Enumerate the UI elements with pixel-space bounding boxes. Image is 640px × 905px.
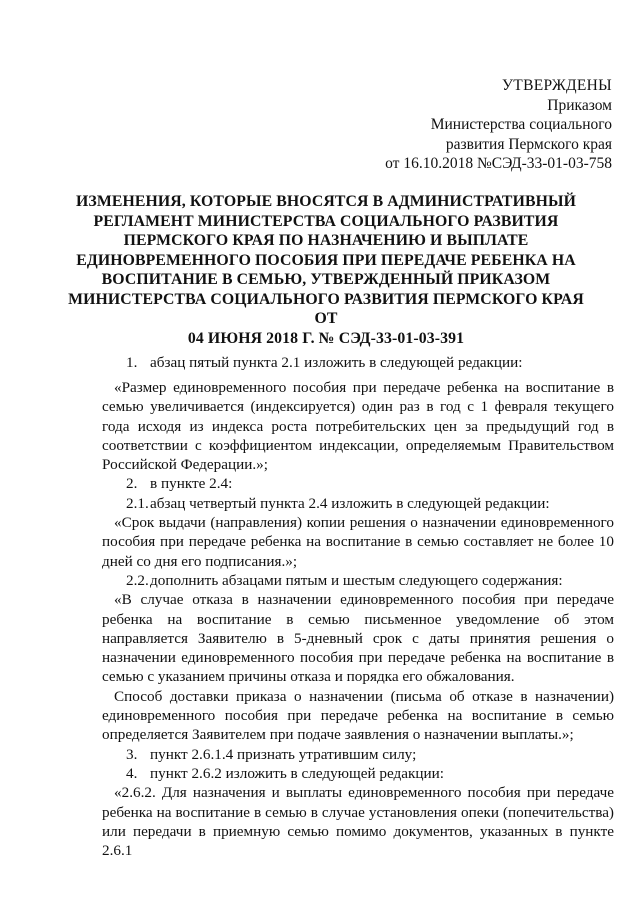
- approval-line-date-number: от 16.10.2018 №СЭД-33-01-03-758: [385, 155, 612, 172]
- item-number: 2.1.: [126, 494, 149, 512]
- document-title: [66, 192, 586, 348]
- approval-line-ministry: Министерства социального: [430, 116, 612, 133]
- approval-line-order: Приказом: [547, 96, 612, 114]
- item-number: 2.: [126, 475, 138, 493]
- title-line: РЕГЛАМЕНТ МИНИСТЕРСТВА СОЦИАЛЬНОГО РАЗВИТИЯ: [93, 212, 559, 230]
- title-line: 04 ИЮНЯ 2018 Г. № СЭД-33-01-03-391: [187, 329, 465, 347]
- item-text: дополнить абзацами пятым и шестым следующего содержания:: [150, 571, 563, 589]
- item-2-2-quote-1: «В случае отказа в назначении единовременного пособия при передаче ребенка на воспитание в семью письменное уведомление об этом направляется Заявителю в 5-дневный срок с даты принятия решения о назначении единовременного пособия при передаче ребенка на воспитание в семью с указанием причины отказа и порядка его обжалования.: [102, 591, 614, 686]
- item-4-quote: «2.6.2. Для назначения и выплаты единовременного пособия при передаче ребенка на воспитание в семью в случае установления опеки (попечительства) или передачи в приемную семью помимо документов, указанных в пункте 2.6.1: [102, 784, 614, 860]
- title-line: ВОСПИТАНИЕ В СЕМЬЮ, УТВЕРЖДЕННЫЙ ПРИКАЗОМ: [101, 271, 551, 288]
- item-number: 2.2.: [126, 571, 149, 589]
- item-1-quote: «Размер единовременного пособия при передаче ребенка на воспитание в семью увеличивается (индексируется) один раз в год с 1 февраля текущего года исходя из индекса роста потребительских цен за предыдущий год в соответствии с коэффициентом индексации, определяемым Правительством Российской Федерации.»;: [102, 379, 614, 474]
- approval-line-region: развития Пермского края: [445, 135, 612, 153]
- item-1: [102, 353, 614, 372]
- item-number: 3.: [126, 745, 138, 763]
- item-2-1-quote: «Срок выдачи (направления) копии решения о назначении единовременного пособия при передаче ребенка на воспитание в семью составляет не более 10 дней со дня его подписания.»;: [102, 514, 614, 570]
- item-text: пункт 2.6.1.4 признать утратившим силу;: [150, 745, 417, 763]
- document-body-main: [102, 378, 614, 860]
- item-number: 1.: [126, 354, 138, 371]
- title-line: МИНИСТЕРСТВА СОЦИАЛЬНОГО РАЗВИТИЯ ПЕРМСКОГО КРАЯ ОТ: [68, 290, 584, 327]
- title-line: ЕДИНОВРЕМЕННОГО ПОСОБИЯ ПРИ ПЕРЕДАЧЕ РЕБЕНКА НА: [76, 251, 576, 269]
- item-4: [102, 764, 614, 783]
- item-text: абзац четвертый пункта 2.4 изложить в следующей редакции:: [150, 494, 550, 512]
- approval-heading: УТВЕРЖДЕНЫ: [502, 77, 612, 94]
- item-2-2: [102, 571, 614, 590]
- item-2-2-quote-2: Способ доставки приказа о назначении (письма об отказе в назначении) единовременного пособия при передаче ребенка на воспитание в семью определяется Заявителем при подаче заявления о назначении выплаты.»;: [102, 687, 614, 744]
- document-body: [102, 353, 614, 372]
- item-text: пункт 2.6.2 изложить в следующей редакции:: [150, 764, 444, 782]
- item-2-1: [102, 494, 614, 513]
- item-number: 4.: [126, 764, 138, 782]
- item-text: в пункте 2.4:: [150, 475, 233, 493]
- item-text: абзац пятый пункта 2.1 изложить в следующей редакции:: [150, 354, 523, 371]
- title-line: ИЗМЕНЕНИЯ, КОТОРЫЕ ВНОСЯТСЯ В АДМИНИСТРАТИВНЫЙ: [76, 193, 576, 210]
- item-3: [102, 745, 614, 764]
- title-line: ПЕРМСКОГО КРАЯ ПО НАЗНАЧЕНИЮ И ВЫПЛАТЕ: [123, 232, 529, 249]
- approval-stamp: [385, 76, 612, 174]
- item-2: [102, 474, 614, 493]
